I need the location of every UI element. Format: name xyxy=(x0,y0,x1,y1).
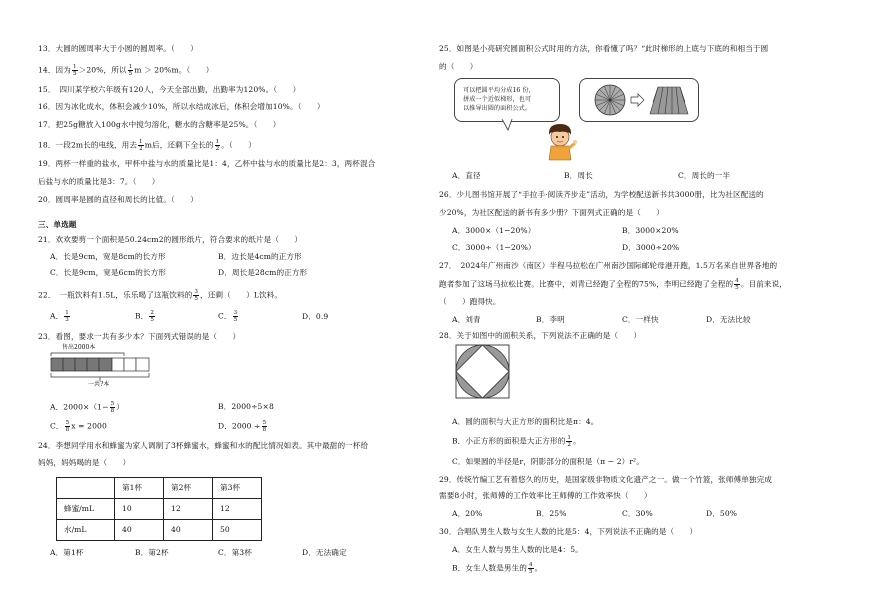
option-22c: C． $\frac{3}{5}$ xyxy=(218,310,238,323)
table-cell: 第1杯 xyxy=(115,478,164,499)
option-23c: C． $\frac{5}{8}$ x = 2000 xyxy=(50,420,107,433)
option-28a: A．圆的面积与大正方形的面积比是π：4。 xyxy=(452,417,599,426)
circle-in-squares-figure xyxy=(455,344,511,400)
option-22b: B． $\frac{2}{5}$ xyxy=(135,310,155,323)
question-18: 18．一段2m长的电线，用去 $\frac{1}{2}$ m后，还剩下全长的 $\frac{1}{2}$ 。（ ） xyxy=(38,139,256,152)
option-28c: C．如果圆的半径是r，阴影部分的面积是（π − 2）r²。 xyxy=(452,457,644,466)
table-header-row xyxy=(57,478,262,499)
question-21: 21．欢欢要剪一个面积是50.24cm2的圆形纸片，符合要求的纸片是（ ） xyxy=(38,235,303,244)
bubble-tail xyxy=(498,118,528,132)
question-17: 17．把25g糖放入100g水中搅匀溶化，糖水的含糖率是25%。（ ） xyxy=(38,120,281,129)
question-16: 16．因为冰化成水，体积会减少10%，所以水结成冰后，体积会增加10%。（ ） xyxy=(38,102,325,111)
question-13: 13．大圆的圆周率大于小圆的圆周率。（ ） xyxy=(38,44,198,53)
question-20: 20．圆周率是圆的直径和周长的比值。（ ） xyxy=(38,195,198,204)
option-27d: D．无法比较 xyxy=(706,315,751,324)
boy-figure xyxy=(542,122,578,162)
total-label: 一共?本 xyxy=(88,381,110,388)
honey-table xyxy=(56,477,262,541)
question-24-line2: 妈妈，妈妈喝的是（ ） xyxy=(38,458,131,467)
option-27c: C．一样快 xyxy=(622,315,659,324)
table-cell: 蜂蜜/mL xyxy=(57,499,115,520)
question-28: 28．关于如图中的面积关系，下列说法不正确的是（ ） xyxy=(439,331,642,340)
option-21a: A．长是9cm，宽是8cm的长方形 xyxy=(50,252,166,261)
option-26a: A．3000×（1−20%） xyxy=(452,226,536,235)
option-25b: B．周长 xyxy=(564,171,593,180)
option-21c: C．长是9cm，宽是6cm的长方形 xyxy=(50,268,167,277)
option-27b: B．李明 xyxy=(536,315,565,324)
option-29a: A．20% xyxy=(452,509,483,518)
option-24a: A．第1杯 xyxy=(50,548,84,557)
option-23a: A．2000×（1− $\frac{5}{8}$ ） xyxy=(50,401,124,414)
sold-label: 售出2000本 xyxy=(62,344,96,351)
fraction: $\frac{1}{2}$ xyxy=(215,139,220,152)
table-row xyxy=(57,499,262,520)
question-26-line2: 少20%，为社区配送的新书有多少册？下面列式正确的是（ ） xyxy=(439,208,664,217)
option-29b: B．25% xyxy=(536,509,567,518)
question-19-line2: 后盐与水的质量比是3：7。（ ） xyxy=(38,177,160,186)
table-cell: 10 xyxy=(115,499,164,520)
fraction: $\frac{1}{2}$ xyxy=(139,139,143,152)
option-24d: D．无法确定 xyxy=(302,548,347,557)
bar-brackets xyxy=(50,346,160,396)
option-22d: D．0.9 xyxy=(302,312,329,321)
question-27-line1: 27． 2024年广州南沙（南区）半程马拉松在广州南沙国际邮轮母港开跑，1.5万名来自世界各地的 xyxy=(439,261,778,270)
table-cell: 12 xyxy=(164,499,213,520)
left-column xyxy=(0,0,420,616)
option-29d: D．50% xyxy=(706,509,738,518)
question-27-line3: （ ）跑得快。 xyxy=(439,297,501,306)
table-cell: 水/mL xyxy=(57,520,115,541)
table-cell: 40 xyxy=(115,520,164,541)
table-row xyxy=(57,520,262,541)
table-cell: 第3杯 xyxy=(213,478,262,499)
option-23d: D．2000 ÷ $\frac{5}{8}$ xyxy=(218,420,267,433)
table-cell: 第2杯 xyxy=(164,478,213,499)
question-26-line1: 26．少儿图书馆开展了“手拉手·阅读齐步走”活动，为学校配送新书共3000册，比为社区配送的 xyxy=(439,190,764,199)
option-25c: C．周长的一半 xyxy=(678,171,731,180)
option-27a: A．刘青 xyxy=(452,315,481,324)
option-26b: B．3000×20% xyxy=(622,226,679,235)
question-29-line2: 需要8小时，张师傅的工作效率比王师傅的工作效率快（ ） xyxy=(439,491,652,500)
option-26c: C．3000÷（1−20%） xyxy=(452,243,536,252)
table-cell: 12 xyxy=(213,499,262,520)
speech-bubble: 可以把圆平均分成16 份， 拼成一个近似梯形，也可 以推导出圆的面积公式。 xyxy=(454,78,560,122)
question-30: 30．合唱队男生人数与女生人数的比是5：4，下列说法不正确的是（ ） xyxy=(439,527,698,536)
fraction: $\frac{1}{5}$ xyxy=(128,64,133,77)
fraction: $\frac{1}{5}$ xyxy=(72,64,77,77)
question-22: 22． 一瓶饮料有1.5L，乐乐喝了这瓶饮料的 $\frac{3}{5}$ ，还剩（ ）L饮料。 xyxy=(38,289,283,302)
option-24b: B．第2杯 xyxy=(135,548,169,557)
section-heading: 三、单选题 xyxy=(38,220,77,229)
option-22a: A． $\frac{1}{3}$ xyxy=(50,310,69,323)
option-21b: B．边长是4cm的正方形 xyxy=(218,252,302,261)
option-30b: B．女生人数是男生的 $\frac{4}{5}$ 。 xyxy=(452,562,543,575)
question-25-line2: 的（ ） xyxy=(439,62,478,71)
option-23b: B．2000÷5×8 xyxy=(218,402,274,411)
question-15: 15． 四川某学校六年级有120人，今天全部出勤，出勤率为120%。（ ） xyxy=(38,85,301,94)
option-24c: C．第3杯 xyxy=(218,548,252,557)
option-28b: B．小正方形的面积是大正方形的 $\frac{1}{2}$ 。 xyxy=(452,435,581,448)
table-cell: 50 xyxy=(213,520,262,541)
option-26d: D．3000÷20% xyxy=(622,243,680,252)
fraction: $\frac{3}{5}$ xyxy=(194,289,199,302)
table-cell: 40 xyxy=(164,520,213,541)
circle-to-trapezoid-figure xyxy=(580,79,698,121)
question-27-line2: 跑者参加了这场马拉松比赛。比赛中，刘青已经跑了全程的75%，李明已经跑了全程的 $\frac{4}{5}$ 。目前来说， xyxy=(439,278,787,291)
circle-trapezoid-bubble xyxy=(579,78,699,122)
option-21d: D．周长是28cm的正方形 xyxy=(218,268,308,277)
question-19-line1: 19．两杯一样重的盐水，甲杯中盐与水的质量比是1：4，乙杯中盐与水的质量比是2：3，两杯混合 xyxy=(38,159,376,168)
table-cell xyxy=(57,478,115,499)
question-23: 23．看图，要求一共有多少本？下面列式错误的是（ ） xyxy=(38,332,241,341)
question-24-line1: 24．李想同学用水和蜂蜜为家人调制了3杯蜂蜜水，蜂蜜和水的配比情况如表。其中最甜的一杯给 xyxy=(38,441,369,450)
option-25a: A．直径 xyxy=(452,171,481,180)
option-29c: C．30% xyxy=(622,509,653,518)
question-29-line1: 29．传统竹编工艺有着悠久的历史，是国家级非物质文化遗产之一。做一个竹篮，张师傅单独完成 xyxy=(439,475,772,484)
option-30a: A．女生人数与男生人数的比是4：5。 xyxy=(452,545,583,554)
question-14: 14．因为 $\frac{1}{5}$ ＞20%，所以 $\frac{1}{5}$ m ＞ 20%m。（ ） xyxy=(38,64,214,77)
question-25-line1: 25．如图是小亮研究圆面积公式时用的方法，你看懂了吗？“此时梯形的上底与下底的和相当于圆 xyxy=(439,44,769,53)
